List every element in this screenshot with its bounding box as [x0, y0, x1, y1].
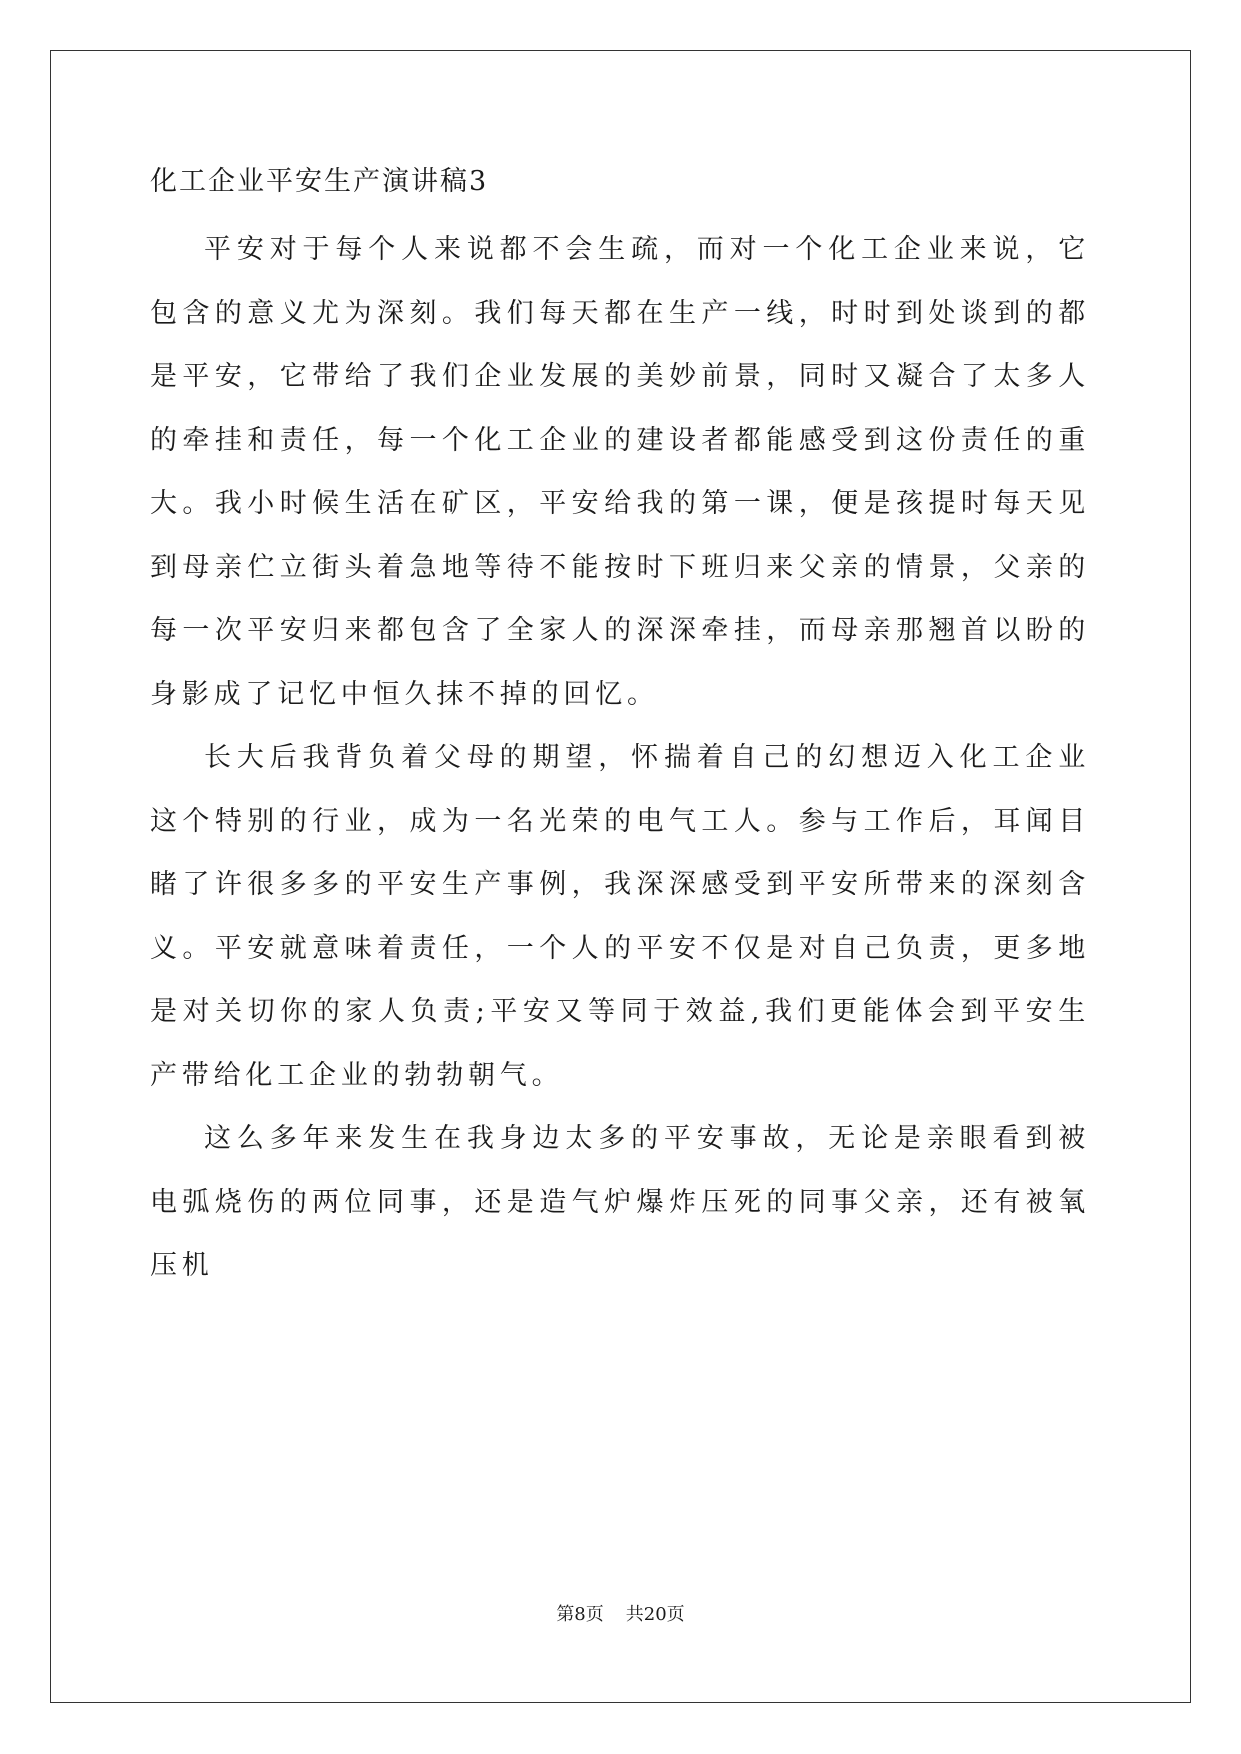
- page-number: 第8页: [556, 1604, 604, 1625]
- page-footer: [0, 1603, 1241, 1627]
- paragraph-1: 平安对于每个人来说都不会生疏，而对一个化工企业来说，它包含的意义尤为深刻。我们每天都在生产一线，时时到处谈到的都是平安，它带给了我们企业发展的美妙前景，同时又凝合了太多人的牵挂和责任，每一个化工企业的建设者都能感受到这份责任的重大。我小时候生活在矿区，平安给我的第一课，便是孩提时每天见到母亲伫立街头着急地等待不能按时下班归来父亲的情景，父亲的每一次平安归来都包含了全家人的深深牵挂，而母亲那翘首以盼的身影成了记忆中恒久抹不掉的回忆。: [150, 234, 1090, 710]
- paragraph-3: 这么多年来发生在我身边太多的平安事故，无论是亲眼看到被电弧烧伤的两位同事，还是造气炉爆炸压死的同事父亲，还有被氧压机: [150, 1123, 1090, 1281]
- document-body: [150, 162, 1090, 1298]
- document-title: 化工企业平安生产演讲稿3: [150, 166, 489, 197]
- total-pages: 共20页: [625, 1604, 685, 1625]
- paragraph-2: 长大后我背负着父母的期望，怀揣着自己的幻想迈入化工企业这个特别的行业，成为一名光荣的电气工人。参与工作后，耳闻目睹了许很多多的平安生产事例，我深深感受到平安所带来的深刻含义。平安就意味着责任，一个人的平安不仅是对自己负责，更多地是对关切你的家人负责;平安又等同于效益,我们更能体会到平安生产带给化工企业的勃勃朝气。: [150, 742, 1090, 1091]
